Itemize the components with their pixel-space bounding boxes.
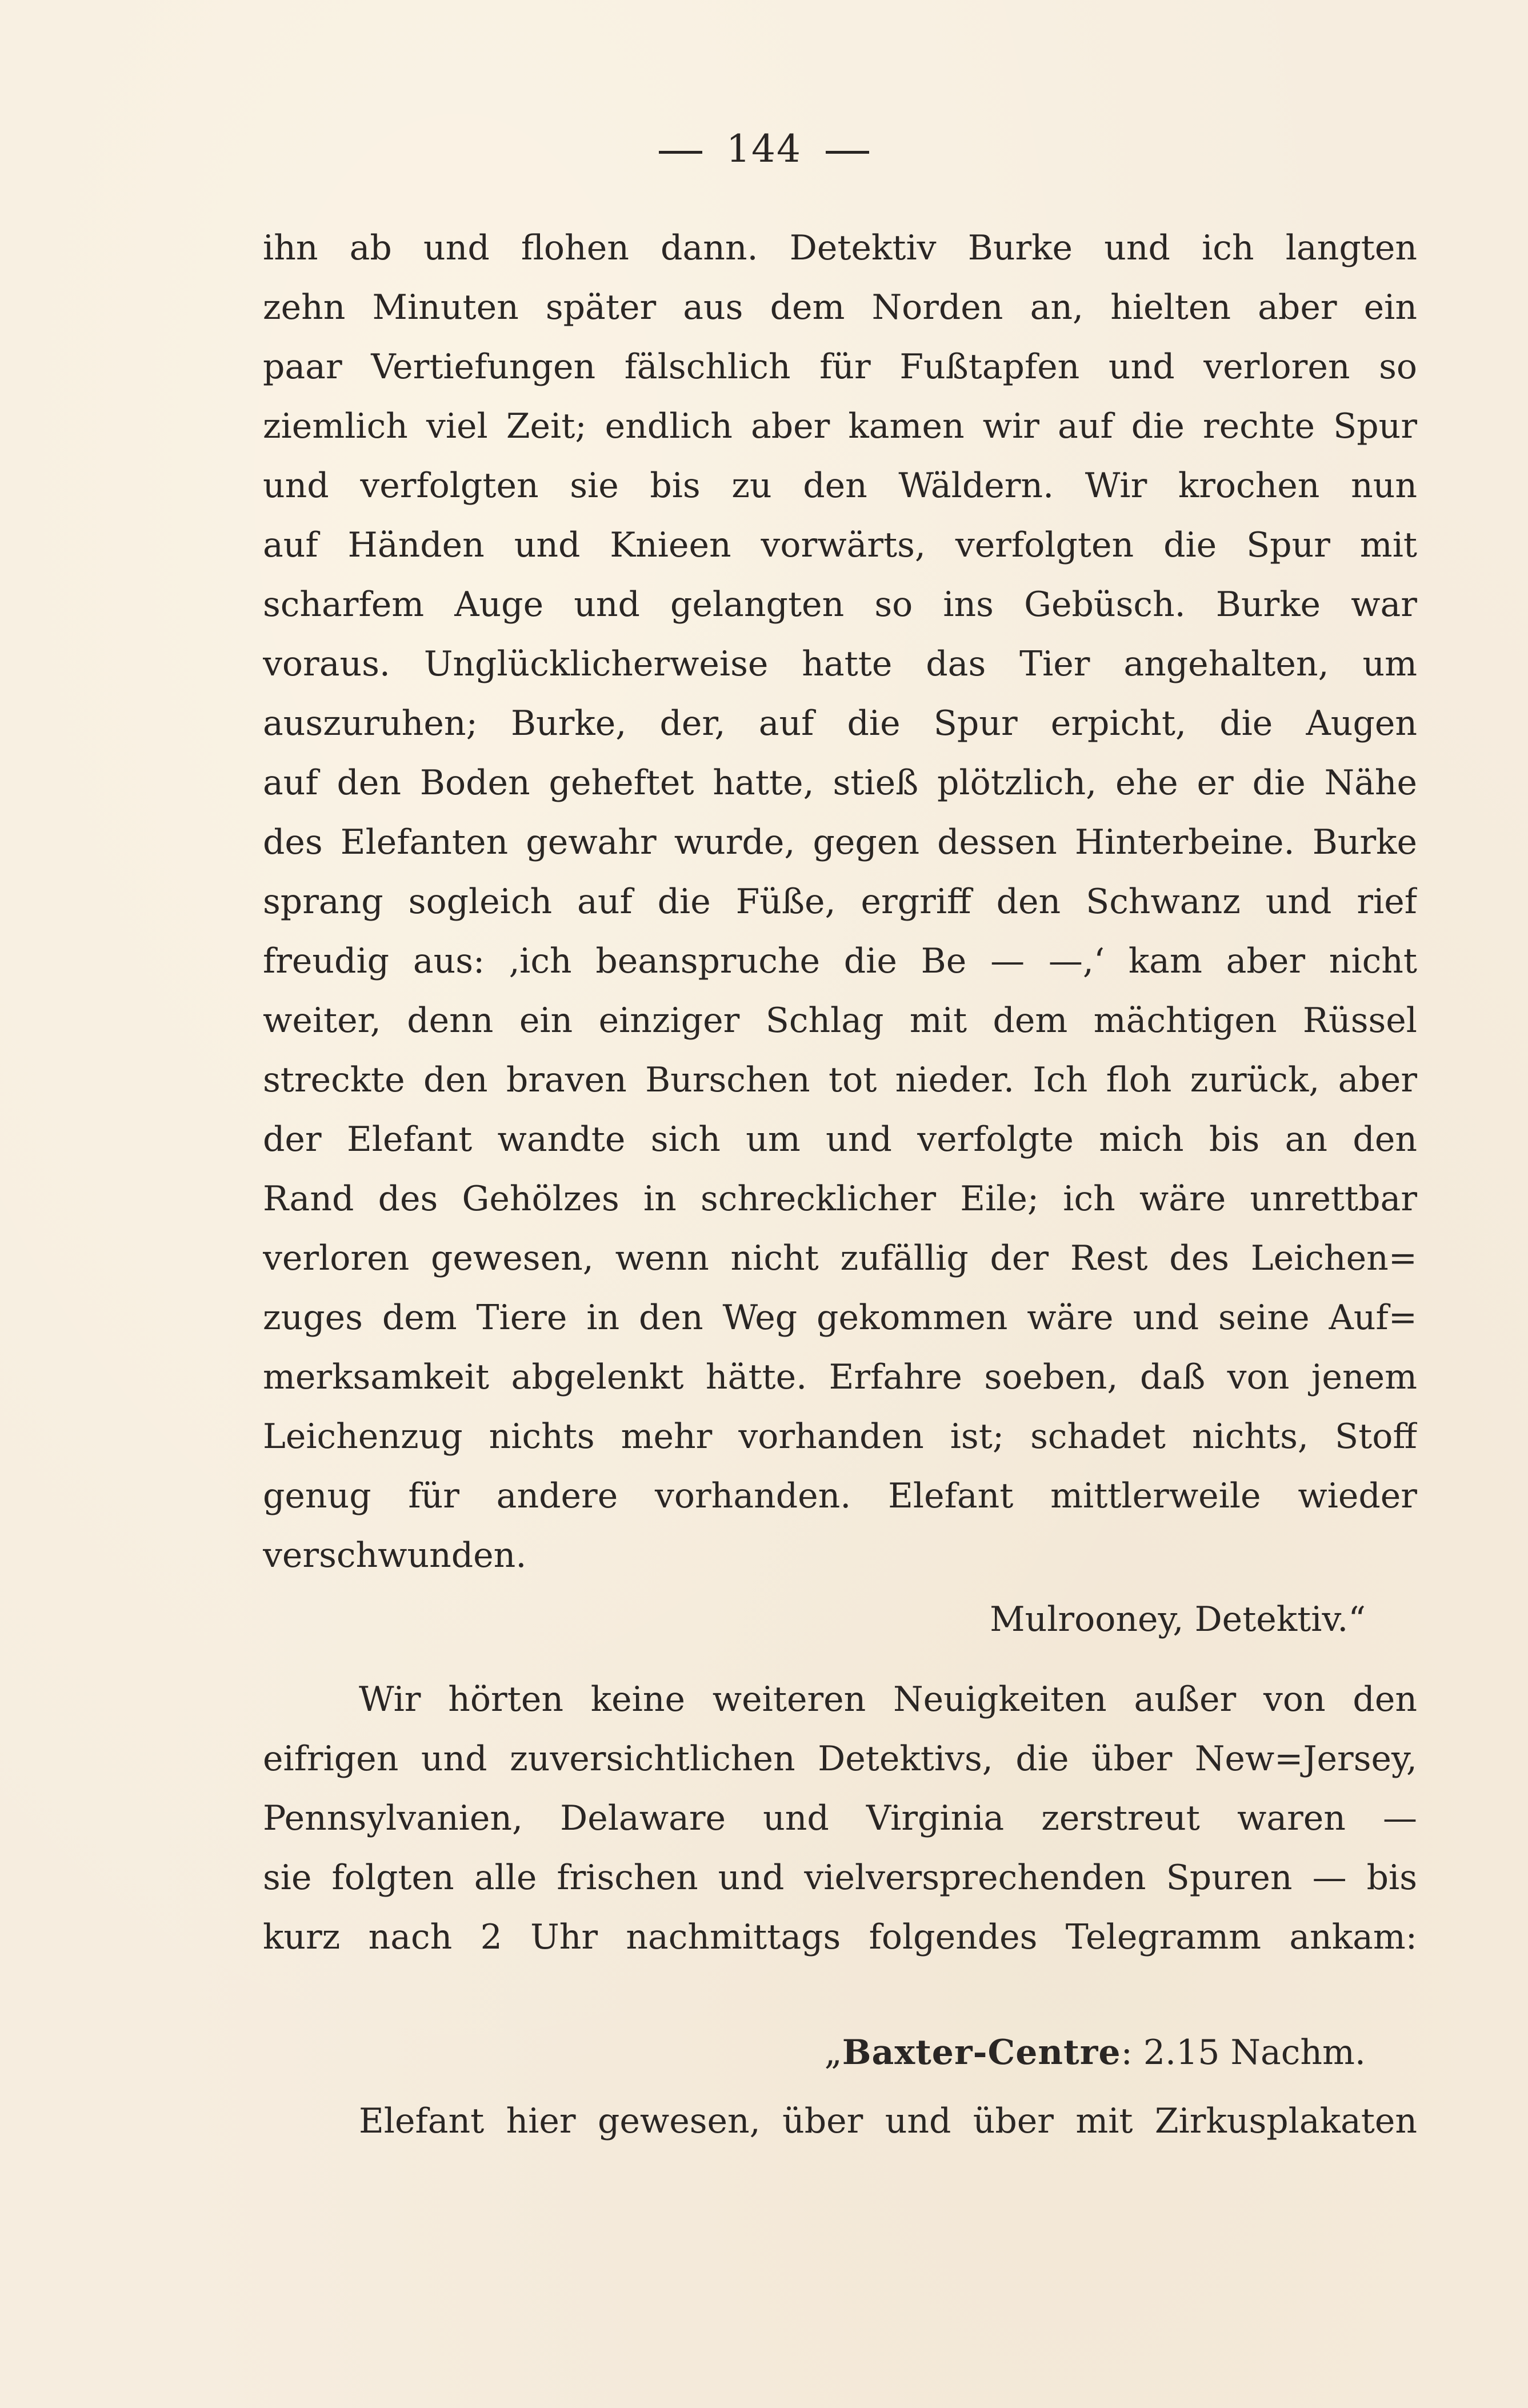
text-line: merksamkeit abgelenkt hätte. Erfahre soeben, daß von jenem — [263, 1357, 1417, 1397]
text-line: zuges dem Tiere in den Weg gekommen wäre und seine Auf= — [263, 1298, 1417, 1338]
text-line: Pennsylvanien, Delaware und Virginia zerstreut waren — — [263, 1798, 1417, 1838]
text-line: zehn Minuten später aus dem Norden an, hielten aber ein — [263, 287, 1417, 327]
text-line: des Elefanten gewahr wurde, gegen dessen Hinterbeine. Burke — [263, 822, 1417, 862]
signature: Mulrooney, Detektiv.“ — [990, 1599, 1366, 1639]
text-line: der Elefant wandte sich um und verfolgte mich bis an den — [263, 1119, 1417, 1159]
text-line: scharfem Auge und gelangten so ins Gebüsch. Burke war — [263, 585, 1417, 625]
telegram-place: Baxter-Centre — [842, 2033, 1121, 2073]
text-line: streckte den braven Burschen tot nieder. Ich floh zurück, aber — [263, 1060, 1417, 1100]
text-line: ihn ab und flohen dann. Detektiv Burke und ich langten — [263, 228, 1417, 268]
text-line: verschwunden. — [263, 1535, 527, 1575]
text-line: auf Händen und Knieen vorwärts, verfolgten die Spur mit — [263, 525, 1417, 565]
text-line: paar Vertiefungen fälschlich für Fußtapfen und verloren so — [263, 347, 1417, 387]
text-line: sprang sogleich auf die Füße, ergriff den Schwanz und rief — [263, 882, 1417, 922]
folio-dash-right — [826, 151, 869, 154]
text-line: verloren gewesen, wenn nicht zufällig der Rest des Leichen= — [263, 1238, 1417, 1278]
text-line: ziemlich viel Zeit; endlich aber kamen wir auf die rechte Spur — [263, 406, 1417, 446]
text-line: Wir hörten keine weiteren Neuigkeiten außer von den — [359, 1679, 1417, 1719]
text-line: sie folgten alle frischen und vielversprechenden Spuren — bis — [263, 1858, 1417, 1898]
text-line: kurz nach 2 Uhr nachmittags folgendes Telegramm ankam: — [263, 1917, 1417, 1957]
text-line: und verfolgten sie bis zu den Wäldern. Wir krochen nun — [263, 466, 1417, 506]
text-line: Rand des Gehölzes in schrecklicher Eile; ich wäre unrettbar — [263, 1179, 1417, 1219]
page-number: 144 — [726, 127, 802, 171]
telegram-open-quote: „ — [824, 2033, 842, 2073]
text-line: genug für andere vorhanden. Elefant mittlerweile wieder — [263, 1476, 1417, 1516]
text-line: Elefant hier gewesen, über und über mit Zirkusplakaten — [359, 2101, 1417, 2141]
text-line: auf den Boden geheftet hatte, stieß plötzlich, ehe er die Nähe — [263, 763, 1417, 803]
text-line: voraus. Unglücklicherweise hatte das Tier angehalten, um — [263, 644, 1417, 684]
page-number-header — [0, 127, 1528, 171]
text-line: eifrigen und zuversichtlichen Detektivs, die über New=Jersey, — [263, 1739, 1417, 1779]
telegram-time: : 2.15 Nachm. — [1121, 2033, 1366, 2073]
folio-dash-left — [659, 151, 702, 154]
telegram-header — [263, 2023, 1366, 2082]
text-line: weiter, denn ein einziger Schlag mit dem mächtigen Rüssel — [263, 1001, 1417, 1041]
text-line: freudig aus: ‚ich beanspruche die Be — —,‘ kam aber nicht — [263, 941, 1417, 981]
text-line: Leichenzug nichts mehr vorhanden ist; schadet nichts, Stoff — [263, 1417, 1417, 1457]
text-line: auszuruhen; Burke, der, auf die Spur erpicht, die Augen — [263, 703, 1417, 743]
